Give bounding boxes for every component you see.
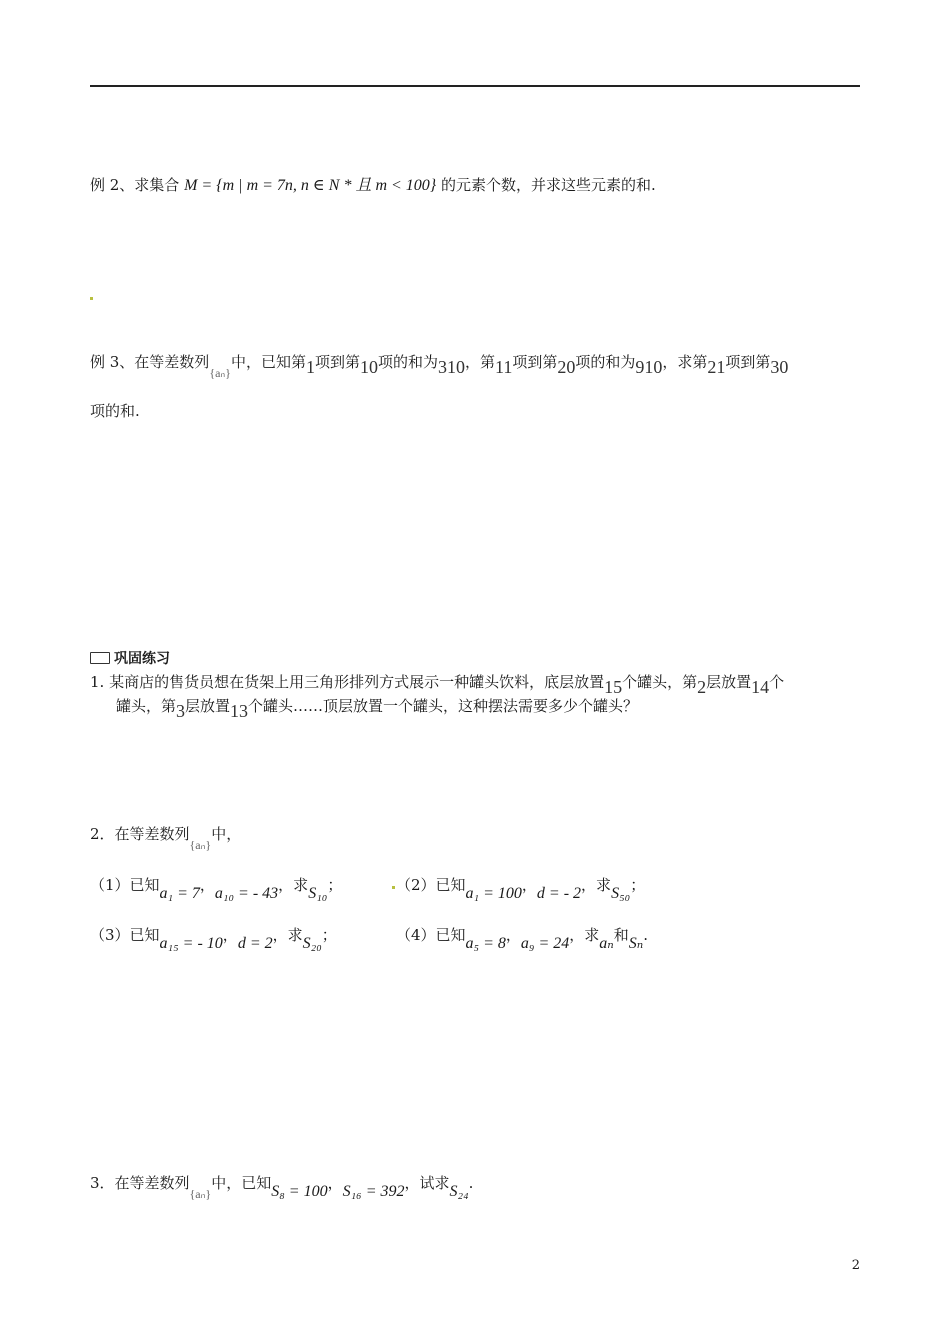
text: ，求 xyxy=(581,876,612,894)
equation: a₁ = 7 xyxy=(159,885,200,902)
question-2 xyxy=(90,823,242,852)
target: S₁₀ xyxy=(308,885,328,902)
example-3-cont xyxy=(90,400,140,422)
example-3 xyxy=(90,350,789,380)
equation: S₁₆ = 392 xyxy=(342,1183,405,1200)
text: （2）已知 xyxy=(396,876,466,894)
marker-dot xyxy=(392,886,395,889)
number: 13 xyxy=(230,701,249,721)
question-1-cont xyxy=(116,694,639,721)
text: 罐头，第 xyxy=(116,697,177,715)
number: 14 xyxy=(751,677,770,697)
question-2-part-4 xyxy=(396,924,649,952)
question-3 xyxy=(90,1172,474,1201)
target: S₅₀ xyxy=(611,885,631,902)
text: ，第 xyxy=(465,353,496,371)
number: 15 xyxy=(604,677,623,697)
text: 项的和为 xyxy=(575,353,636,371)
equation: a₁ = 100 xyxy=(465,885,522,902)
text: 项到第 xyxy=(512,353,558,371)
sequence-symbol: {aₙ} xyxy=(189,838,212,852)
text: ； xyxy=(327,876,343,894)
text: ， xyxy=(505,926,521,944)
text: ，试求 xyxy=(404,1174,450,1192)
question-1 xyxy=(90,670,785,697)
text: . xyxy=(643,926,649,944)
example-2-suffix: 的元素个数，并求这些元素的和. xyxy=(440,176,656,194)
number: 3 xyxy=(176,701,186,721)
text: 个 xyxy=(769,673,785,691)
marker-dot xyxy=(90,297,93,300)
text: 项的和为 xyxy=(377,353,438,371)
text: 1. 某商店的售货员想在货架上用三角形排列方式展示一种罐头饮料，底层放置 xyxy=(90,673,605,691)
text: 项到第 xyxy=(314,353,360,371)
text: 例 3、在等差数列 xyxy=(90,353,210,371)
sequence-symbol: {aₙ} xyxy=(209,366,231,380)
text: ，求 xyxy=(569,926,600,944)
number: 11 xyxy=(495,357,513,377)
text: （1）已知 xyxy=(90,876,160,894)
text: 中，已知 xyxy=(211,1174,272,1192)
header-rule xyxy=(90,85,860,87)
text: 个罐头……顶层放置一个罐头，这种摆法需要多少个罐头？ xyxy=(248,697,639,715)
text: 和 xyxy=(613,926,629,944)
text: 层放置 xyxy=(706,673,752,691)
text: ，求 xyxy=(278,876,309,894)
text: 3．在等差数列 xyxy=(90,1174,190,1192)
number: 1 xyxy=(305,357,315,377)
text: 2．在等差数列 xyxy=(90,825,190,843)
equation: d = - 2 xyxy=(536,885,582,902)
number: 2 xyxy=(697,677,707,697)
text: （3）已知 xyxy=(90,926,160,944)
example-2-prefix: 例 2、求集合 xyxy=(90,176,180,194)
number: 310 xyxy=(438,357,465,377)
number: 20 xyxy=(557,357,576,377)
number: 10 xyxy=(359,357,378,377)
text: ，求 xyxy=(272,926,303,944)
number: 21 xyxy=(707,357,726,377)
equation: a₅ = 8 xyxy=(465,935,506,952)
text: ， xyxy=(327,1174,343,1192)
text: 个罐头，第 xyxy=(622,673,698,691)
number: 30 xyxy=(770,357,789,377)
text: 中， xyxy=(211,825,242,843)
target: S₂₀ xyxy=(302,935,322,952)
text: 项的和. xyxy=(90,402,140,420)
question-2-part-1 xyxy=(90,874,343,902)
equation: d = 2 xyxy=(237,935,273,952)
equation: a₉ = 24 xyxy=(520,935,570,952)
target: S₂₄ xyxy=(449,1183,469,1200)
text: ， xyxy=(199,876,215,894)
question-2-part-3 xyxy=(90,924,337,952)
folder-icon xyxy=(90,652,110,664)
page-number: 2 xyxy=(851,1258,860,1273)
question-2-part-2 xyxy=(396,874,646,902)
section-title: 巩固练习 xyxy=(114,651,170,667)
sequence-symbol: {aₙ} xyxy=(189,1187,212,1201)
text: 层放置 xyxy=(185,697,231,715)
target: Sₙ xyxy=(628,935,644,952)
equation: a₁₀ = - 43 xyxy=(214,885,279,902)
equation: a₁₅ = - 10 xyxy=(159,935,223,952)
text: . xyxy=(468,1174,474,1192)
equation: S₈ = 100 xyxy=(271,1183,328,1200)
number: 910 xyxy=(635,357,663,377)
text: ，求第 xyxy=(662,353,708,371)
set-expression: M = {m | m = 7n, n ∈ N * 且 m < 100} xyxy=(184,177,437,194)
text: （4）已知 xyxy=(396,926,466,944)
text: ， xyxy=(222,926,238,944)
text: ； xyxy=(630,876,646,894)
example-2 xyxy=(90,174,656,197)
text: 中，已知第 xyxy=(230,353,306,371)
text: ； xyxy=(321,926,337,944)
section-heading xyxy=(90,648,170,668)
text: ， xyxy=(521,876,537,894)
target: aₙ xyxy=(599,935,614,952)
text: 项到第 xyxy=(725,353,771,371)
